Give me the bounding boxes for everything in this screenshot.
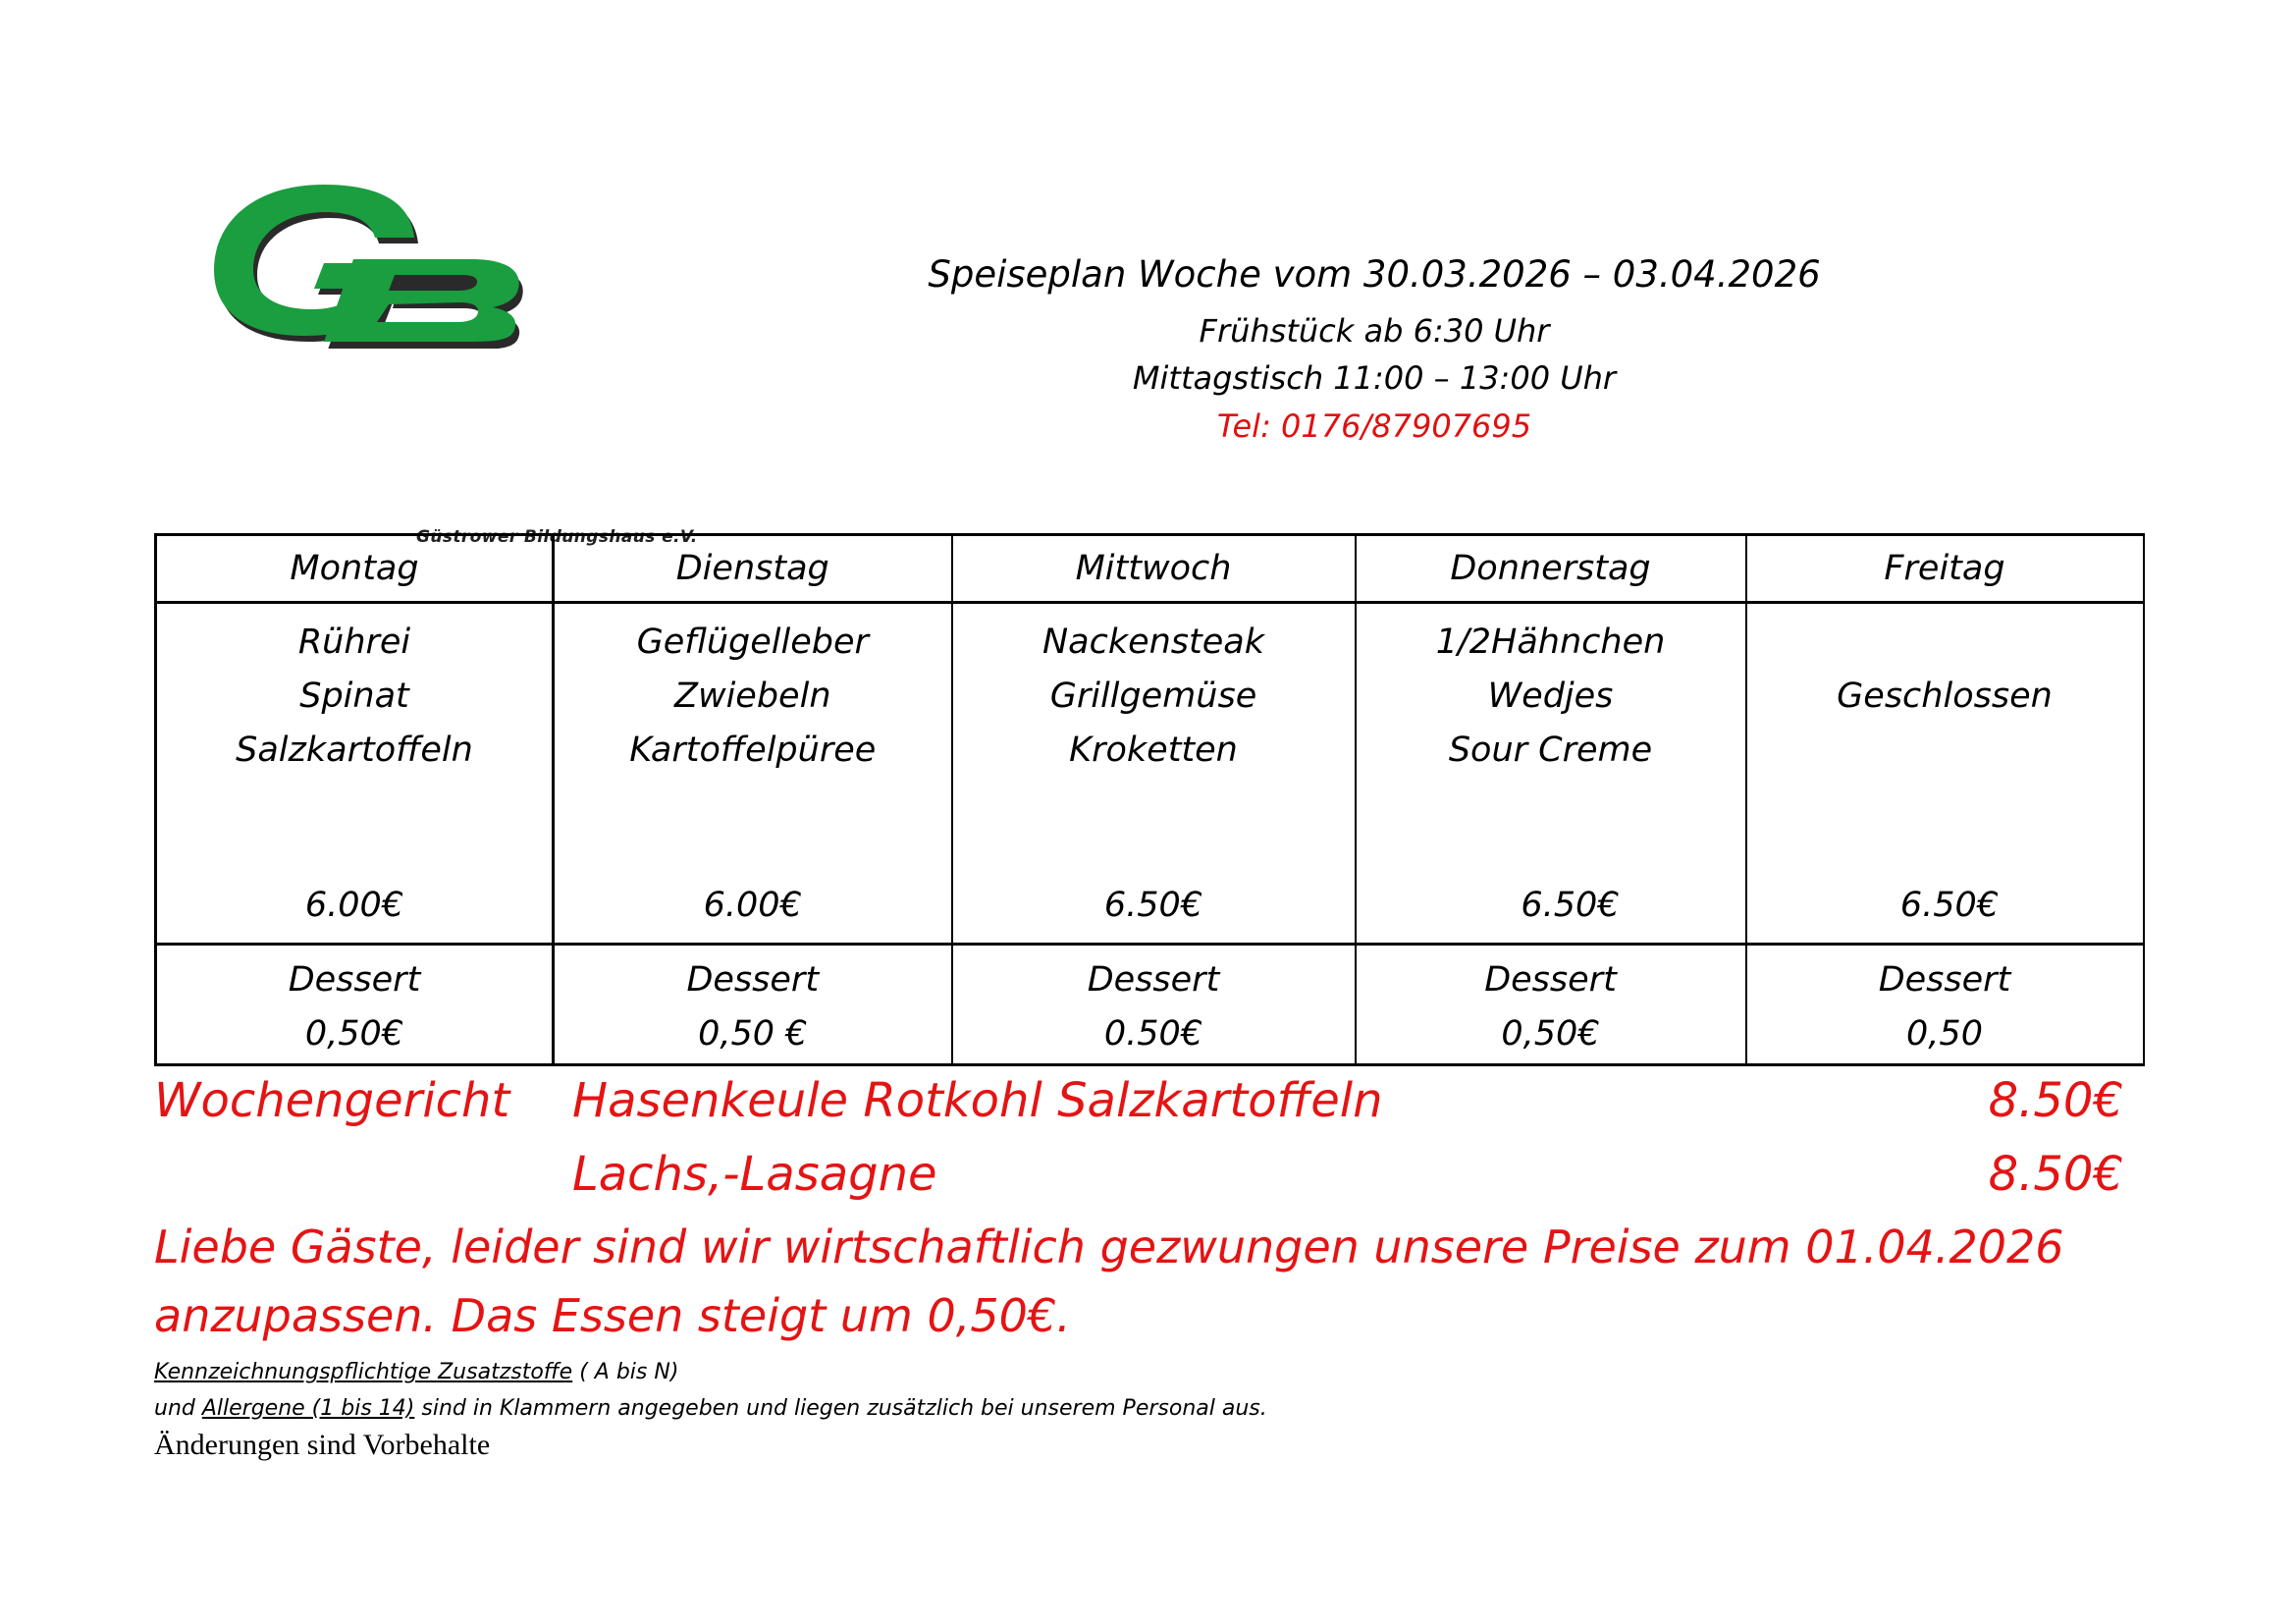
gb-logo-icon — [206, 177, 530, 349]
weekly-special-item: Lachs,-Lasagne — [572, 1147, 937, 1202]
changes-disclaimer: Änderungen sind Vorbehalte — [154, 1429, 491, 1461]
dish-price: 6.50€ — [1103, 886, 1203, 925]
dish-item: Salzkartoffeln — [236, 731, 473, 770]
allergens-note — [154, 1396, 1267, 1421]
dessert-label: Dessert — [1087, 960, 1220, 1000]
dish-price: 6.50€ — [1899, 886, 2000, 925]
additives-range: ( A bis N) — [572, 1360, 679, 1384]
allergens-label: Allergene (1 bis 14) — [201, 1396, 415, 1421]
dessert-cell-tuesday — [554, 945, 952, 1065]
table-row-dishes — [156, 603, 2144, 945]
day-header-tuesday: Dienstag — [554, 535, 952, 603]
weekly-menu-table — [154, 533, 2145, 1066]
dish-item: Kroketten — [1069, 731, 1238, 770]
dish-item: Zwiebeln — [673, 677, 831, 716]
dish-item: Wedjes — [1487, 677, 1614, 716]
dish-item: Geschlossen — [1837, 677, 2053, 716]
dessert-price: 0.50€ — [1103, 1014, 1203, 1054]
dessert-price: 0,50 — [1906, 1014, 1983, 1054]
lunch-hours: Mittagstisch 11:00 – 13:00 Uhr — [1132, 359, 1617, 397]
day-header-friday: Freitag — [1746, 535, 2144, 603]
dessert-price: 0,50 € — [698, 1014, 808, 1054]
dish-price: 6.00€ — [304, 886, 404, 925]
price-notice-line: Liebe Gäste, leider sind wir wirtschaftlich gezwungen unsere Preise zum 01.04.2026 — [154, 1220, 2064, 1273]
table-row-dessert — [156, 945, 2144, 1065]
dish-item: Spinat — [299, 677, 409, 716]
dish-item: Grillgemüse — [1049, 677, 1257, 716]
table-header-row — [156, 535, 2144, 603]
dessert-label: Dessert — [686, 960, 820, 1000]
dish-item: Nackensteak — [1041, 623, 1265, 662]
dish-item: Kartoffelpüree — [629, 731, 877, 770]
dish-cell-friday — [1746, 603, 2144, 945]
dish-price: 6.50€ — [1521, 886, 1620, 925]
dessert-price: 0,50€ — [1501, 1014, 1600, 1054]
and-text: und — [154, 1396, 202, 1421]
allergens-text: sind in Klammern angegeben und liegen zusätzlich bei unserem Personal aus. — [414, 1396, 1267, 1421]
weekly-special-label: Wochengericht — [154, 1073, 510, 1128]
day-header-wednesday: Mittwoch — [952, 535, 1356, 603]
additives-note — [154, 1360, 678, 1384]
phone-number: Tel: 0176/87907695 — [1216, 407, 1532, 445]
dish-item: 1/2Hähnchen — [1435, 623, 1666, 662]
dish-cell-tuesday — [554, 603, 952, 945]
dish-cell-thursday — [1356, 603, 1746, 945]
price-notice-line: anzupassen. Das Essen steigt um 0,50€. — [154, 1289, 1071, 1342]
weekly-special-item: Hasenkeule Rotkohl Salzkartoffeln — [572, 1073, 1383, 1128]
dish-item: Sour Creme — [1448, 731, 1653, 770]
day-header-monday: Montag — [156, 535, 554, 603]
logo — [206, 177, 698, 547]
dish-cell-wednesday — [952, 603, 1356, 945]
dish-item: Rührei — [297, 623, 411, 662]
dessert-cell-thursday — [1356, 945, 1746, 1065]
weekly-special-price: 8.50€ — [1988, 1073, 2123, 1128]
page-title: Speiseplan Woche vom 30.03.2026 – 03.04.2026 — [928, 253, 1821, 296]
dessert-cell-wednesday — [952, 945, 1356, 1065]
additives-label: Kennzeichnungspflichtige Zusatzstoffe — [154, 1360, 573, 1384]
day-header-thursday: Donnerstag — [1356, 535, 1746, 603]
dish-price: 6.00€ — [703, 886, 802, 925]
dish-item: Geflügelleber — [636, 623, 869, 662]
dessert-label: Dessert — [288, 960, 421, 1000]
logo-tagline: Güstrower Bildungshaus e.V. — [416, 527, 698, 547]
dessert-cell-monday — [156, 945, 554, 1065]
dessert-label: Dessert — [1484, 960, 1617, 1000]
dessert-label: Dessert — [1878, 960, 2011, 1000]
breakfast-hours: Frühstück ab 6:30 Uhr — [1199, 312, 1550, 350]
weekly-special-price: 8.50€ — [1988, 1147, 2123, 1202]
dessert-price: 0,50€ — [304, 1014, 404, 1054]
dish-cell-monday — [156, 603, 554, 945]
dessert-cell-friday — [1746, 945, 2144, 1065]
